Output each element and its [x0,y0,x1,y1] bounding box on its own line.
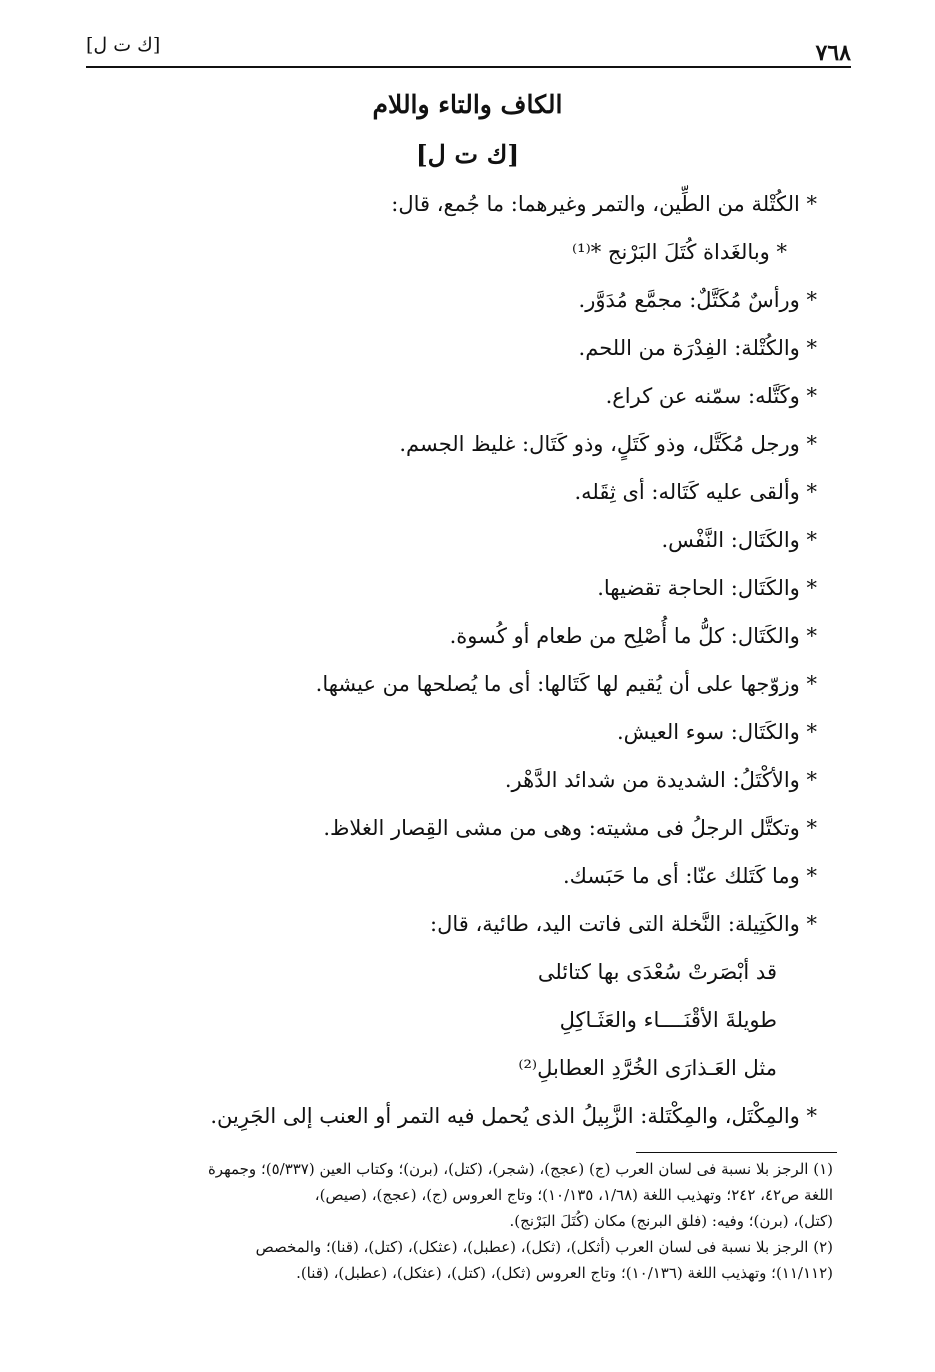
entry: * والكَتَال: الحاجة تقضيها. [597,576,817,600]
entry: * والأكْتَلُ: الشديدة من شدائد الدَّهْر. [504,768,817,792]
running-header-root: [ك ت ل] [86,34,161,56]
entry: * وألقى عليه كَتَاله: أى ثِقَله. [574,480,817,504]
footnote-line: (٢) الرجز بلا نسبة فى لسان العرب (أثكل)، (ثكل)، (عطبل)، (عثكل)، (كتل)، (قنا)؛ والمخصص [255,1238,833,1256]
entry: * وما كَتَلك عنّا: أى ما حَبَسك. [562,864,817,888]
entry: * ورأسٌ مُكَتَّلٌ: مجمَّع مُدَوَّر. [578,288,817,312]
entry: * والكُتْلة: الفِدْرَة من اللحم. [578,336,817,360]
entry: * والكَتَال: كلُّ ما أُصْلِح من طعام أو كُسوة. [449,624,817,648]
entry: * وتكتَّل الرجلُ فى مشيته: وهى من مشى القِصار الغلاظ. [323,816,817,840]
footnotes [73,1156,833,1286]
poem-line: قد أبْصَرتْ سُعْدَى بها كتائلى [537,960,777,984]
entry: * والكَتِيلة: النَّخلة التى فاتت اليد، طائية، قال: [430,912,817,936]
entry: * الكُتْلة من الطِّين، والتمر وغيرهما: ما جُمع، قال: [391,192,817,216]
entry: * والمِكْتَل، والمِكْتَلة: الزَّبِيلُ الذى يُحمل فيه التمر أو العنب إلى الجَرِين. [210,1104,817,1128]
footnote-rule [636,1152,837,1153]
quote-line: * وبالغَداة كُتَلَ البَرْنج *⁽¹⁾ [571,240,787,264]
poem-line: طويلةَ الأقْنَــــاء والعَثَـاكِلِ [559,1008,777,1032]
entry: * وكَتَّله: سمّنه عن كراع. [605,384,817,408]
root-heading: [ك ت ل] [415,140,520,169]
footnote-line: اللغة ص٤٢، ٢٤٢؛ وتهذيب اللغة (١/٦٨، ١٠/١٣٥)؛ وتاج العروس (ج)، (عجج)، (صيص)، [314,1186,833,1204]
entries-body [97,184,817,1144]
footnote-line: (كتل)، (برن)؛ وفيه: (فلق البرنج) مكان (كُتَلَ البَرْنج). [509,1212,833,1230]
footnote-line: (١١/١١٢)؛ وتهذيب اللغة (١٠/١٣٦)؛ وتاج العروس (ثكل)، (كتل)، (عثكل)، (عطبل)، (قنا). [296,1264,833,1282]
section-title: الكاف والتاء واللام [372,90,563,119]
poem-line: مثل العَـذارَى الخُرَّدِ العطابلِ⁽²⁾ [518,1056,777,1080]
page-number: ٧٦٨ [815,40,851,66]
header-rule [86,66,851,68]
entry: * والكَتَال: النَّفْس. [661,528,817,552]
footnote-1 [73,1156,833,1234]
entry: * وزوّجها على أن يُقيم لها كَتَالها: أى ما يُصلحها من عيشها. [315,672,817,696]
entry: * ورجل مُكَتَّل، وذو كَتَلٍ، وذو كَتَال: غليظ الجسم. [399,432,817,456]
footnote-2 [73,1234,833,1286]
footnote-line: (١) الرجز بلا نسبة فى لسان العرب (ج) (عجج)، (شجر)، (كتل)، (برن)؛ وكتاب العين (٥/٣٣٧)؛ وجمهرة [207,1160,833,1178]
entry: * والكَتَال: سوء العيش. [616,720,817,744]
